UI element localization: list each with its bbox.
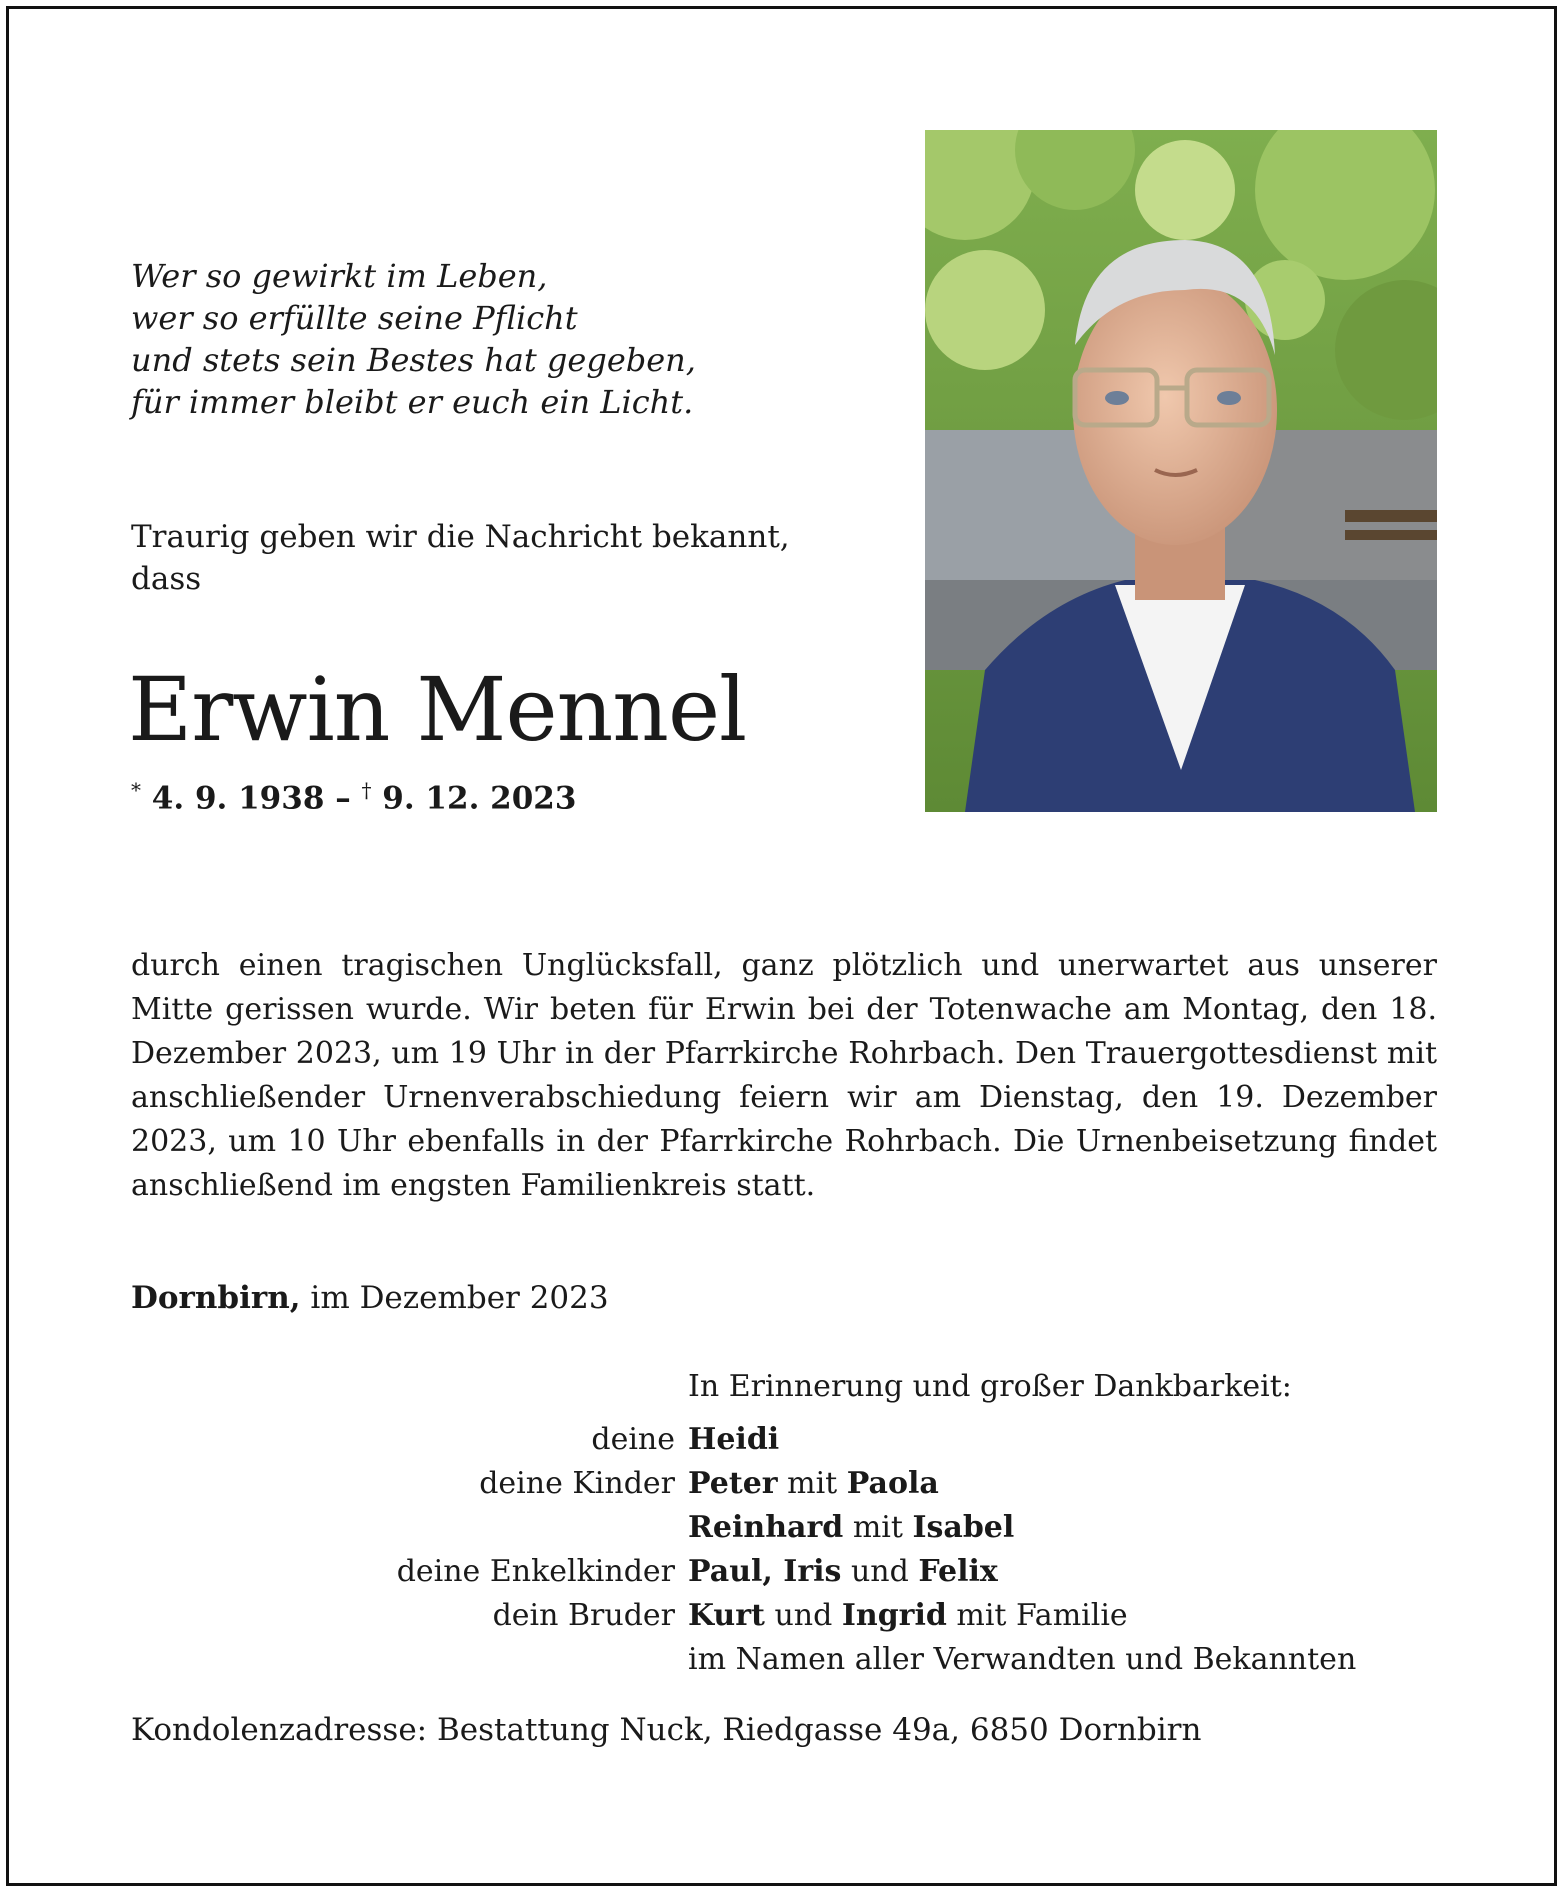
memorial-poem <box>131 255 696 423</box>
mourner-relation <box>131 1506 688 1550</box>
birth-symbol: * <box>131 778 141 802</box>
mourner-name: Isabel <box>912 1510 1015 1545</box>
place-and-date <box>131 1280 609 1316</box>
place-date: im Dezember 2023 <box>310 1280 609 1316</box>
mourner-relation: deine <box>591 1422 675 1457</box>
mourner-name: Felix <box>918 1554 998 1589</box>
mourner-names <box>688 1418 779 1462</box>
mourner-names <box>688 1462 939 1506</box>
date-separator: – <box>335 780 351 817</box>
mourner-connector: mit Familie <box>956 1598 1128 1633</box>
mourner-row <box>131 1594 1441 1638</box>
poem-line: für immer bleibt er euch ein Licht. <box>131 383 694 421</box>
mourner-name: Peter <box>688 1466 778 1501</box>
mourner-row <box>131 1462 1441 1506</box>
mourner-name: Heidi <box>688 1422 780 1457</box>
mourner-name: Ingrid <box>841 1598 947 1633</box>
intro-line: dass <box>131 561 202 597</box>
condolence-address: Kondolenzadresse: Bestattung Nuck, Riedgasse 49a, 6850 Dornbirn <box>131 1712 1202 1748</box>
mourner-names <box>688 1506 1014 1550</box>
announcement-body: durch einen tragischen Unglücksfall, ganz plötzlich und unerwartet aus unserer Mitte gerissen wurde. Wir beten für Erwin bei der Totenwache am Montag, den 18. Dezember 2023, um 19 Uhr in der Pfarrkirche Rohrbach. Den Trauergottesdienst mit anschließender Urnenverabschiedung feiern wir am Dienstag, den 19. Dezember 2023, um 10 Uhr ebenfalls in der Pfarrkirche Rohrbach. Die Urnenbeisetzung findet anschließend im engsten Familienkreis statt. <box>131 948 1437 1203</box>
mourner-name: Reinhard <box>688 1510 844 1545</box>
mourner-name: Paul, Iris <box>688 1554 842 1589</box>
mourner-connector: mit <box>852 1510 903 1545</box>
mourner-relation: deine Enkelkinder <box>396 1554 675 1589</box>
mourner-row <box>131 1418 1441 1462</box>
mourner-row <box>131 1550 1441 1594</box>
mourners-list <box>131 1418 1441 1682</box>
death-date: 9. 12. 2023 <box>382 780 577 817</box>
poem-line: wer so erfüllte seine Pflicht <box>131 299 578 337</box>
mourner-connector: mit <box>787 1466 838 1501</box>
mourner-name: Kurt <box>688 1598 765 1633</box>
mourner-connector: und <box>850 1554 909 1589</box>
mourner-closing: im Namen aller Verwandten und Bekannten <box>688 1642 1357 1677</box>
mourner-relation <box>131 1638 688 1682</box>
mourner-relation: dein Bruder <box>492 1598 675 1633</box>
mourner-row <box>131 1506 1441 1550</box>
mourner-row <box>131 1638 1441 1682</box>
life-dates <box>131 778 576 816</box>
announcement-intro <box>131 516 790 600</box>
mourner-names <box>688 1550 998 1594</box>
mourner-relation: deine Kinder <box>479 1466 675 1501</box>
mourner-connector: und <box>774 1598 833 1633</box>
mourner-names <box>688 1594 1128 1638</box>
intro-line: Traurig geben wir die Nachricht bekannt, <box>131 519 790 555</box>
death-symbol: † <box>361 778 372 802</box>
poem-line: und stets sein Bestes hat gegeben, <box>131 341 696 379</box>
portrait-photo <box>925 130 1437 812</box>
birth-date: 4. 9. 1938 <box>151 780 325 817</box>
deceased-name: Erwin Mennel <box>128 658 747 761</box>
gratitude-line: In Erinnerung und großer Dankbarkeit: <box>688 1369 1292 1404</box>
poem-line: Wer so gewirkt im Leben, <box>131 257 548 295</box>
place-city: Dornbirn, <box>131 1280 301 1316</box>
mourner-name: Paola <box>846 1466 939 1501</box>
